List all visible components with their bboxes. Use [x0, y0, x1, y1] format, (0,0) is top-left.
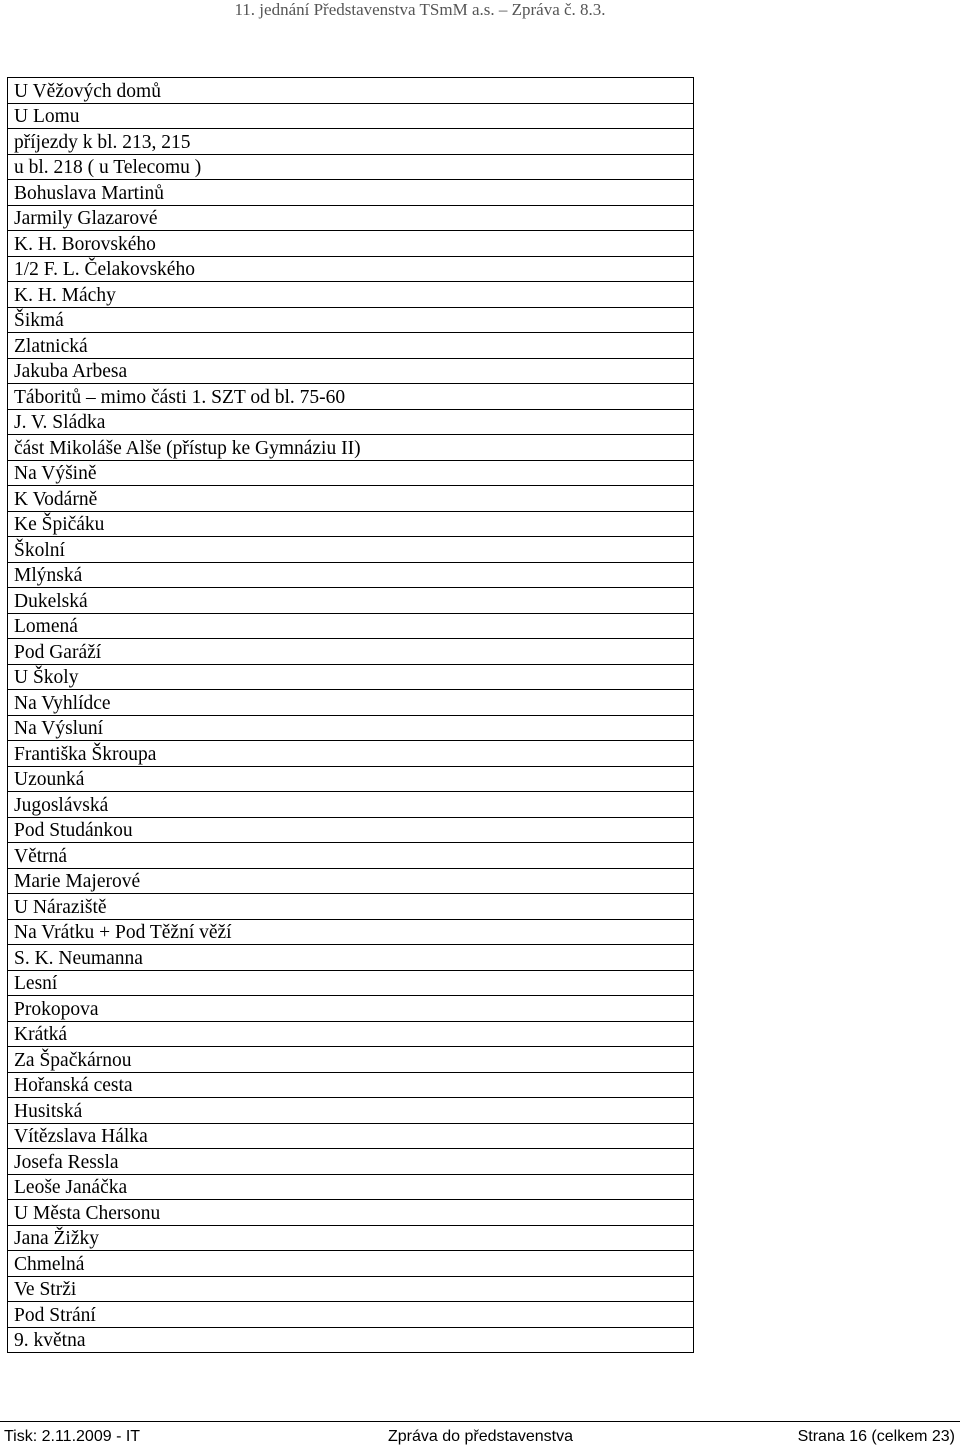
street-name-cell: Táboritů – mimo části 1. SZT od bl. 75-60: [8, 384, 694, 410]
footer-report-title: Zpráva do představenstva: [388, 1428, 573, 1445]
street-name-cell: U Školy: [8, 664, 694, 690]
table-row: [8, 1276, 694, 1302]
street-name-cell: Lomená: [8, 613, 694, 639]
table-row: [8, 129, 694, 155]
table-row: [8, 333, 694, 359]
table-row: [8, 664, 694, 690]
page-footer: [0, 1426, 960, 1448]
street-name-cell: Na Vrátku + Pod Těžní věží: [8, 919, 694, 945]
table-row: [8, 409, 694, 435]
table-row: [8, 231, 694, 257]
table-row: [8, 1047, 694, 1073]
street-name-cell: Pod Studánkou: [8, 817, 694, 843]
street-name-cell: U Lomu: [8, 103, 694, 129]
street-name-cell: Husitská: [8, 1098, 694, 1124]
table-row: [8, 435, 694, 461]
street-name-cell: U Náraziště: [8, 894, 694, 920]
table-row: [8, 843, 694, 869]
street-name-cell: Vítězslava Hálka: [8, 1123, 694, 1149]
street-name-cell: Větrná: [8, 843, 694, 869]
street-name-cell: Josefa Ressla: [8, 1149, 694, 1175]
street-name-cell: část Mikoláše Alše (přístup ke Gymnáziu II): [8, 435, 694, 461]
table-row: [8, 715, 694, 741]
table-row: [8, 1072, 694, 1098]
table-row: [8, 868, 694, 894]
street-name-cell: S. K. Neumanna: [8, 945, 694, 971]
table-row: [8, 1149, 694, 1175]
street-name-cell: Na Vyhlídce: [8, 690, 694, 716]
street-name-cell: K. H. Máchy: [8, 282, 694, 308]
table-row: [8, 945, 694, 971]
table-row: [8, 1302, 694, 1328]
table-row: [8, 919, 694, 945]
street-name-cell: Bohuslava Martinů: [8, 180, 694, 206]
table-row: [8, 511, 694, 537]
street-name-cell: Jarmily Glazarové: [8, 205, 694, 231]
street-name-cell: Pod Garáží: [8, 639, 694, 665]
street-name-cell: 1/2 F. L. Čelakovského: [8, 256, 694, 282]
table-row: [8, 792, 694, 818]
table-row: [8, 970, 694, 996]
street-name-cell: Na Výšině: [8, 460, 694, 486]
street-name-cell: Prokopova: [8, 996, 694, 1022]
table-row: [8, 1327, 694, 1353]
table-row: [8, 537, 694, 563]
table-row: [8, 562, 694, 588]
table-row: [8, 307, 694, 333]
street-table-body: [8, 78, 694, 1353]
street-name-cell: Jana Žižky: [8, 1225, 694, 1251]
footer-divider: [0, 1421, 960, 1422]
street-name-cell: Dukelská: [8, 588, 694, 614]
footer-print-date: Tisk: 2.11.2009 - IT: [4, 1428, 141, 1445]
table-row: [8, 1123, 694, 1149]
table-row: [8, 384, 694, 410]
street-name-cell: Marie Majerové: [8, 868, 694, 894]
table-row: [8, 1098, 694, 1124]
table-row: [8, 588, 694, 614]
street-name-cell: Ke Špičáku: [8, 511, 694, 537]
street-name-cell: J. V. Sládka: [8, 409, 694, 435]
street-name-cell: Krátká: [8, 1021, 694, 1047]
street-name-cell: K. H. Borovského: [8, 231, 694, 257]
table-row: [8, 894, 694, 920]
table-row: [8, 766, 694, 792]
table-row: [8, 639, 694, 665]
street-name-cell: příjezdy k bl. 213, 215: [8, 129, 694, 155]
table-row: [8, 282, 694, 308]
table-row: [8, 1021, 694, 1047]
page-header-title: 11. jednání Představenstva TSmM a.s. – Zpráva č. 8.3.: [234, 0, 606, 19]
street-name-cell: 9. května: [8, 1327, 694, 1353]
street-name-cell: u bl. 218 ( u Telecomu ): [8, 154, 694, 180]
street-name-cell: Chmelná: [8, 1251, 694, 1277]
table-row: [8, 486, 694, 512]
street-name-cell: Jakuba Arbesa: [8, 358, 694, 384]
table-row: [8, 817, 694, 843]
table-row: [8, 1174, 694, 1200]
table-row: [8, 205, 694, 231]
table-row: [8, 1200, 694, 1226]
table-row: [8, 613, 694, 639]
street-name-cell: Na Výsluní: [8, 715, 694, 741]
street-name-cell: Ve Strži: [8, 1276, 694, 1302]
street-name-cell: Hořanská cesta: [8, 1072, 694, 1098]
table-row: [8, 996, 694, 1022]
street-name-cell: Mlýnská: [8, 562, 694, 588]
street-name-cell: Šikmá: [8, 307, 694, 333]
footer-page-number: Strana 16 (celkem 23): [797, 1428, 955, 1445]
table-row: [8, 256, 694, 282]
table-row: [8, 103, 694, 129]
street-name-cell: Pod Strání: [8, 1302, 694, 1328]
table-row: [8, 1251, 694, 1277]
table-row: [8, 358, 694, 384]
table-row: [8, 690, 694, 716]
street-name-cell: Jugoslávská: [8, 792, 694, 818]
table-row: [8, 1225, 694, 1251]
street-name-cell: U Města Chersonu: [8, 1200, 694, 1226]
street-name-cell: Leoše Janáčka: [8, 1174, 694, 1200]
street-name-cell: Lesní: [8, 970, 694, 996]
page-header: [0, 0, 840, 20]
street-name-cell: Zlatnická: [8, 333, 694, 359]
table-row: [8, 78, 694, 104]
street-name-cell: Za Špačkárnou: [8, 1047, 694, 1073]
street-name-cell: U Věžových domů: [8, 78, 694, 104]
table-row: [8, 460, 694, 486]
street-name-cell: K Vodárně: [8, 486, 694, 512]
table-row: [8, 180, 694, 206]
street-name-cell: Školní: [8, 537, 694, 563]
table-row: [8, 741, 694, 767]
table-row: [8, 154, 694, 180]
street-table: [7, 77, 694, 1353]
street-name-cell: Františka Škroupa: [8, 741, 694, 767]
street-name-cell: Uzounká: [8, 766, 694, 792]
